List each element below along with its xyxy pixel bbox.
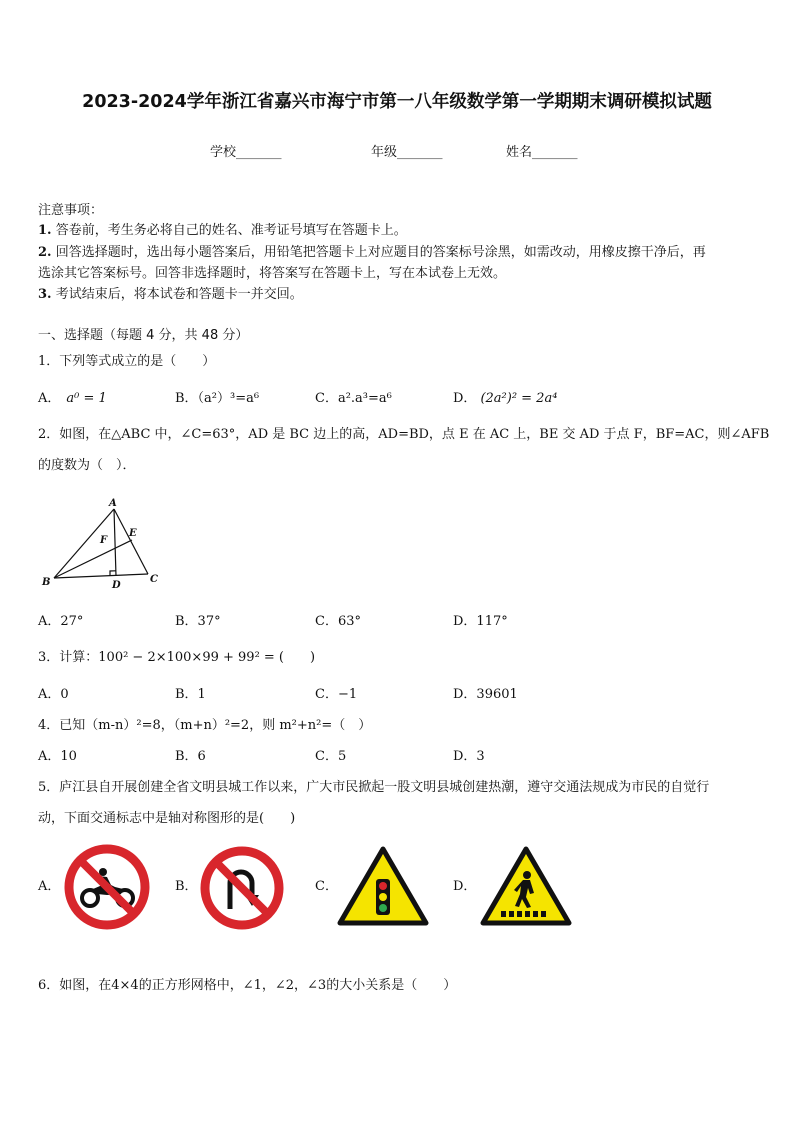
- q5-option-a-label: A．: [38, 879, 61, 894]
- name-label: 姓名: [506, 145, 533, 160]
- grade-label: 年级: [371, 145, 398, 160]
- traffic-light-warning-sign-icon: [336, 845, 430, 927]
- note-1-num: 1.: [38, 223, 52, 238]
- q4-stem: 4．已知（m-n）²=8，（m+n）²=2，则 m²+n²=（ ）: [38, 718, 372, 733]
- q1-a-label: A．: [38, 391, 61, 406]
- label-c: C: [150, 574, 158, 585]
- q3-option-d: D．39601: [453, 687, 518, 702]
- q1-option-b: B．（a²）³=a⁶: [175, 391, 260, 406]
- note-3-num: 3.: [38, 287, 52, 302]
- q5-stem-line1: 5．庐江县自开展创建全省文明县城工作以来，广大市民掀起一股文明县城创建热潮，遵守交通法规成为市民的自觉行: [38, 780, 710, 795]
- q6-stem: 6．如图，在4×4的正方形网格中，∠1，∠2，∠3的大小关系是（ ）: [38, 978, 457, 993]
- note-1-text: 答卷前，考生务必将自己的姓名、准考证号填写在答题卡上。: [55, 223, 407, 238]
- q3-stem: 3．计算：100² − 2×100×99 + 99² = ( ): [38, 650, 316, 665]
- note-2-text-a: 回答选择题时，选出每小题答案后，用铅笔把答题卡上对应题目的答案标号涂黑，如需改动，用橡皮擦干净后，再: [55, 245, 706, 260]
- q5-option-b-label: B．: [175, 879, 198, 894]
- q5-option-d-label: D．: [453, 879, 477, 894]
- q5-stem-line2: 动，下面交通标志中是轴对称图形的是( ): [38, 811, 296, 826]
- label-b: B: [42, 577, 51, 588]
- q1-a-math: a⁰ = 1: [66, 391, 107, 406]
- q3-option-c: C．−1: [315, 687, 358, 702]
- grade-blank: _______: [397, 145, 443, 160]
- altitude-ad: [114, 509, 116, 576]
- label-d: D: [112, 580, 121, 591]
- q1-option-a: [38, 389, 107, 409]
- name-blank: _______: [532, 145, 578, 160]
- q2-option-b: B．37°: [175, 614, 221, 629]
- q2-option-a: A．27°: [38, 614, 84, 629]
- segment-be: [54, 540, 132, 578]
- q4-option-d: D．3: [453, 749, 485, 764]
- q2-option-c: C．63°: [315, 614, 361, 629]
- q1-option-c: C．a².a³=a⁶: [315, 391, 392, 406]
- q2-option-d: D．117°: [453, 614, 508, 629]
- label-e: E: [129, 528, 137, 539]
- q1-d-math: (2a²)² = 2a⁴: [480, 391, 558, 406]
- q4-option-c: C．5: [315, 749, 347, 764]
- page-title: 2023-2024学年浙江省嘉兴市海宁市第一八年级数学第一学期期末调研模拟试题: [82, 92, 712, 112]
- pedestrian-crossing-sign-icon: [479, 845, 573, 927]
- note-2b: 选涂其它答案标号。回答非选择题时，将答案写在答题卡上，写在本试卷上无效。: [38, 266, 507, 281]
- grade-field: [371, 141, 443, 160]
- note-3-text: 考试结束后，将本试卷和答题卡一并交回。: [55, 287, 303, 302]
- note-2-num: 2.: [38, 245, 52, 260]
- q2-triangle-figure: [36, 494, 166, 594]
- note-3: [38, 285, 303, 305]
- note-2a: [38, 243, 706, 263]
- q3-option-b: B．1: [175, 687, 206, 702]
- no-motorcycle-sign-icon: [63, 843, 151, 931]
- q2-stem-line1: 2．如图，在△ABC 中，∠C=63°，AD 是 BC 边上的高，AD=BD，点 E 在 AC 上，BE 交 AD 于点 F，BF=AC，则∠AFB: [38, 427, 770, 442]
- q2-stem-line2: 的度数为（ ）．: [38, 458, 136, 473]
- label-a: A: [109, 498, 117, 509]
- note-1: [38, 221, 407, 241]
- school-label: 学校: [210, 145, 237, 160]
- q1-d-label: D．: [453, 391, 477, 406]
- label-f: F: [100, 535, 108, 546]
- q4-option-b: B．6: [175, 749, 206, 764]
- q5-option-c-label: C．: [315, 879, 338, 894]
- edge-bc: [54, 574, 148, 578]
- q1-stem: 1．下列等式成立的是（ ）: [38, 354, 216, 369]
- edge-ac: [114, 509, 148, 574]
- q1-option-d: [453, 389, 557, 409]
- section-1-heading: 一、选择题（每题 4 分，共 48 分）: [38, 328, 249, 343]
- school-field: [210, 141, 282, 160]
- q3-option-a: A．0: [38, 687, 69, 702]
- no-u-turn-sign-icon: [199, 845, 285, 931]
- school-blank: _______: [236, 145, 282, 160]
- name-field: [506, 141, 578, 160]
- q4-option-a: A．10: [38, 749, 77, 764]
- notes-heading: 注意事项：: [38, 203, 104, 218]
